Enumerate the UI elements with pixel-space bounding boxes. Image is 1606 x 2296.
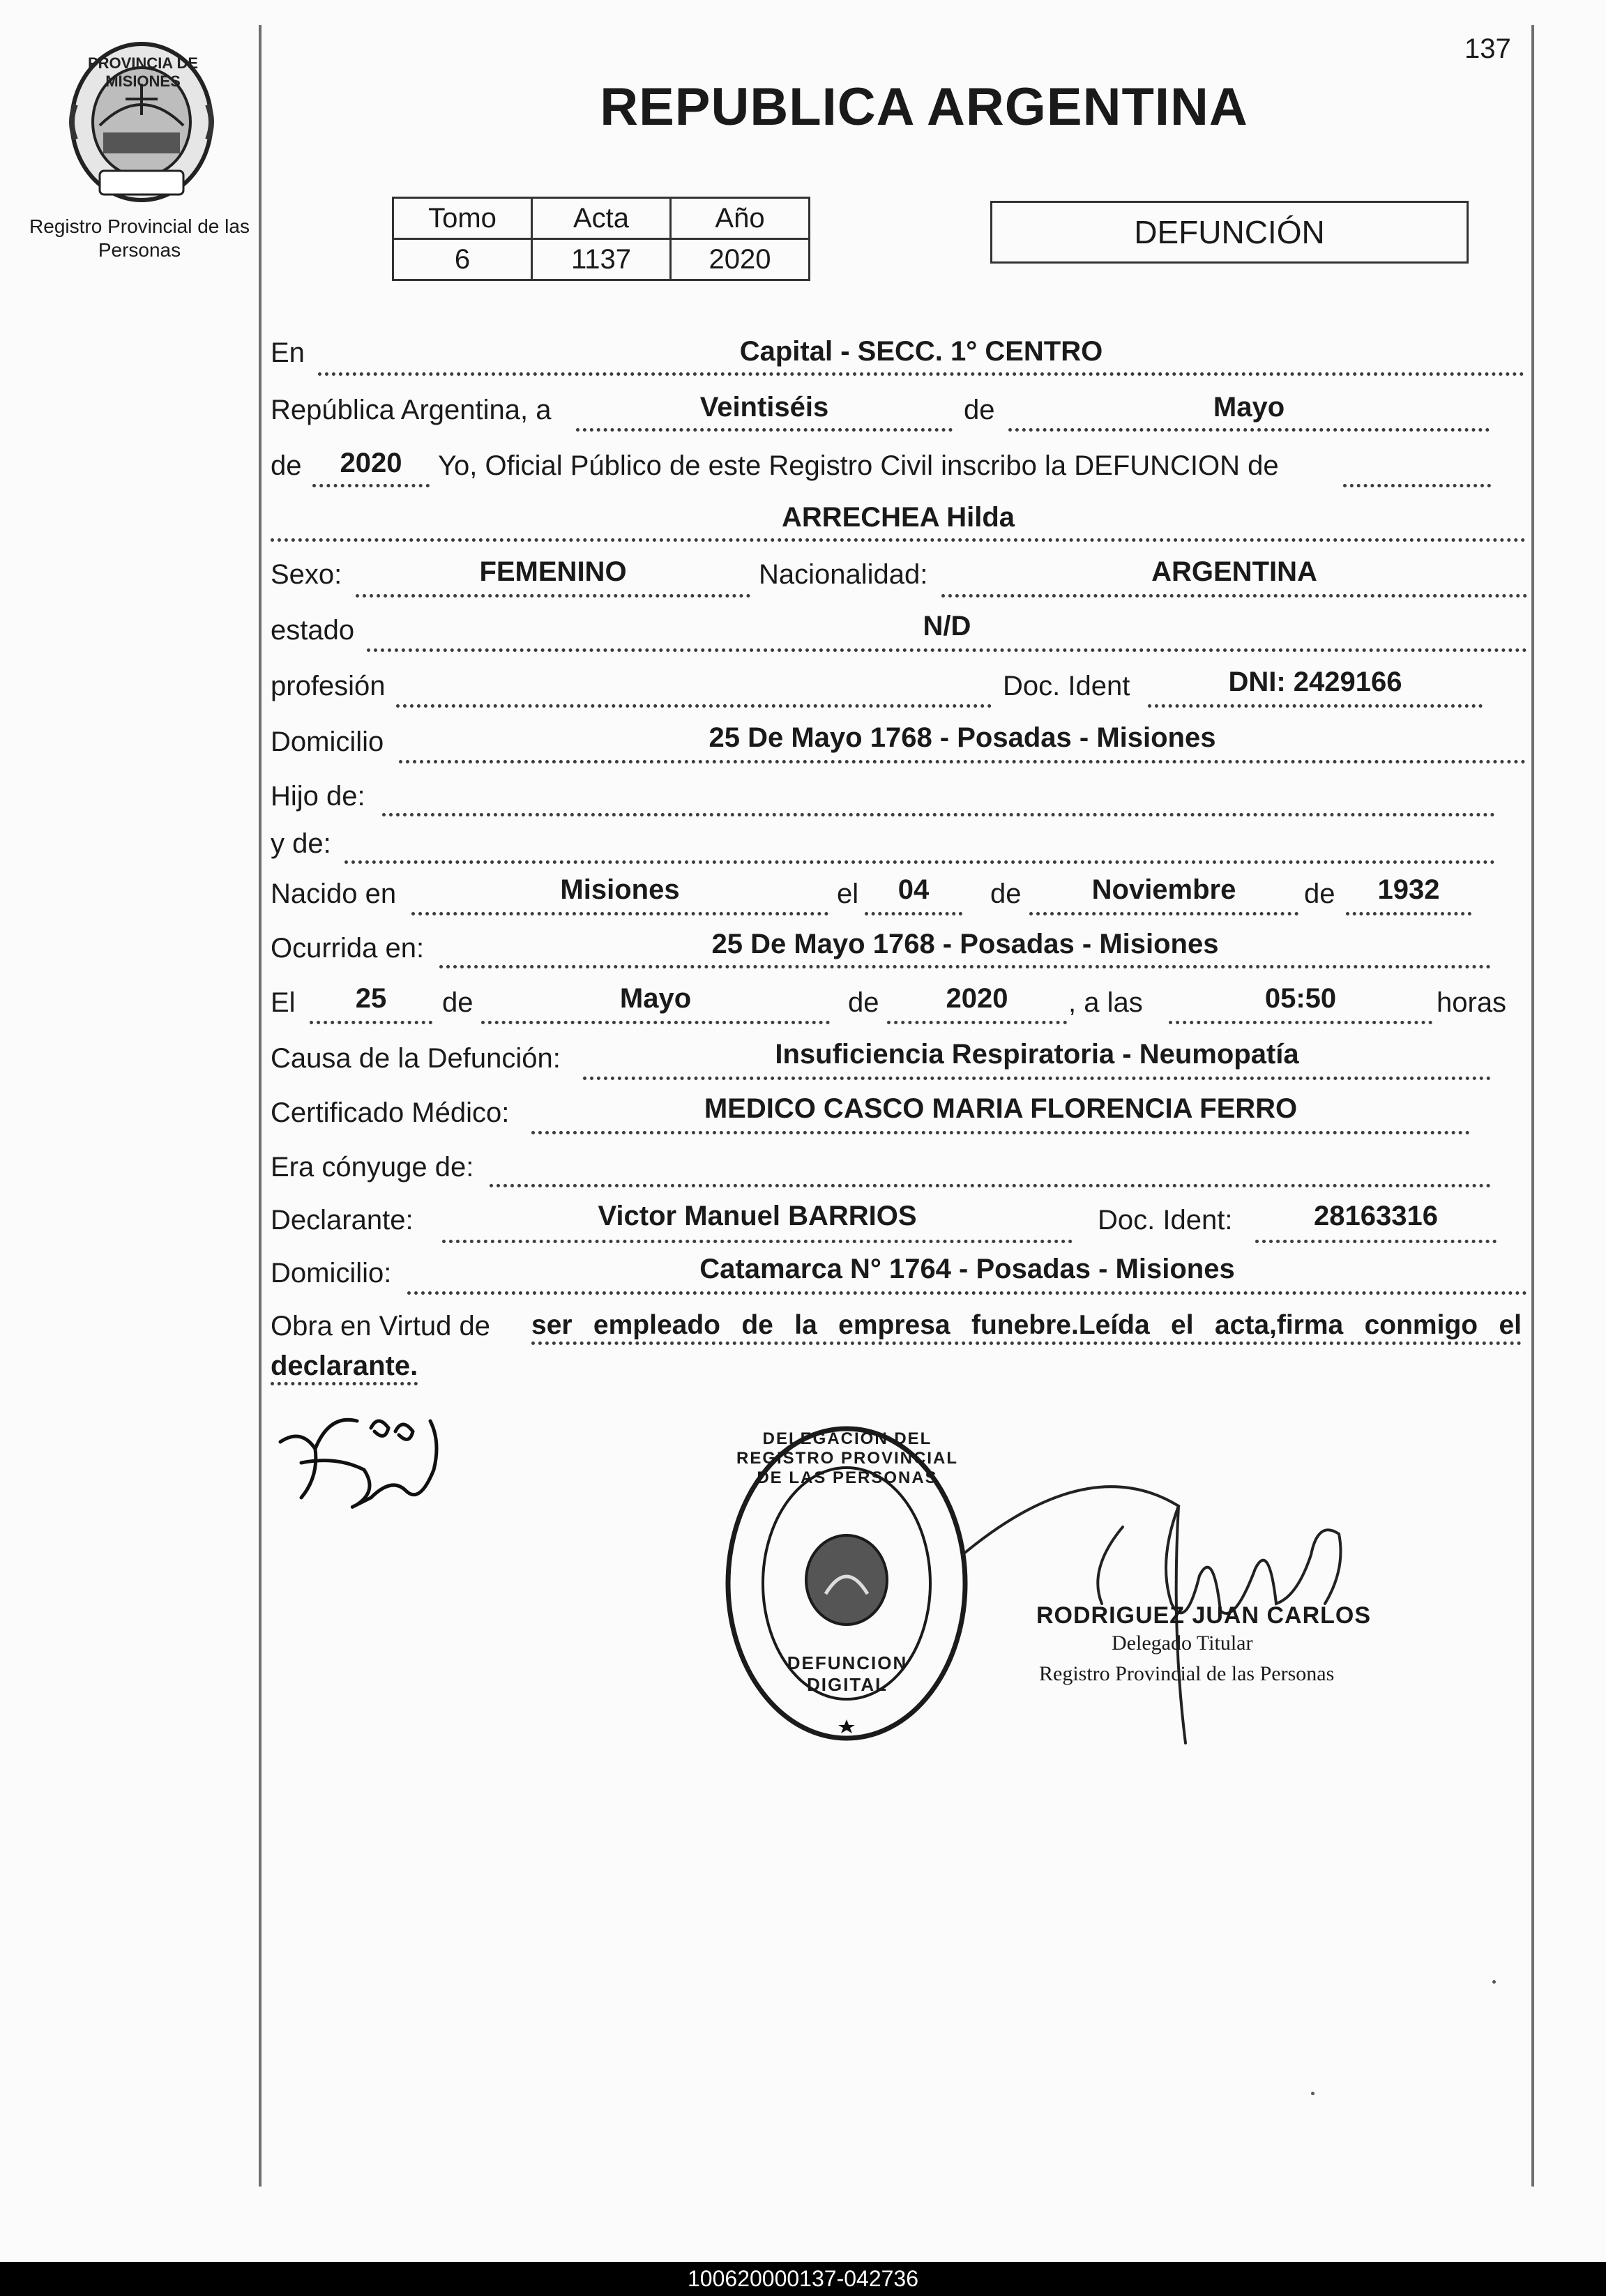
label-domicilio: Domicilio	[271, 727, 384, 757]
field-line	[439, 965, 1491, 968]
label-de-year: de	[271, 450, 302, 481]
field-line	[576, 428, 953, 432]
field-declarante-domicilio: Catamarca N° 1764 - Posadas - Misiones	[699, 1254, 1235, 1284]
field-line	[396, 704, 992, 708]
field-line	[1008, 428, 1490, 432]
field-line	[399, 760, 1526, 763]
label-en: En	[271, 337, 305, 368]
field-line	[941, 594, 1527, 598]
seal-text: PROVINCIA DE MISIONES	[87, 54, 199, 90]
field-declarante: Victor Manuel BARRIOS	[598, 1201, 917, 1231]
speck	[1311, 2092, 1315, 2095]
label-de-mes: de	[990, 879, 1022, 909]
label-doc-ident: Doc. Ident	[1003, 671, 1130, 701]
registry-name: Registro Provincial de las Personas	[29, 215, 250, 261]
field-certificado: MEDICO CASCO MARIA FLORENCIA FERRO	[704, 1093, 1298, 1124]
field-line	[318, 372, 1524, 376]
record-header-tomo: Tomo	[393, 198, 532, 239]
label-profesion: profesión	[271, 671, 386, 701]
speck	[1492, 1980, 1496, 1984]
officer-title: Delegado Titular	[1112, 1632, 1253, 1655]
record-type-box: DEFUNCIÓN	[990, 201, 1469, 264]
field-line	[531, 1131, 1470, 1134]
field-line	[271, 538, 1526, 542]
field-line	[382, 813, 1495, 816]
label-causa: Causa de la Defunción:	[271, 1043, 561, 1074]
declarant-signature	[273, 1400, 448, 1519]
officer-org: Registro Provincial de las Personas	[1039, 1662, 1335, 1685]
label-obra: Obra en Virtud de	[271, 1311, 491, 1341]
field-doc-ident: DNI: 2429166	[1228, 667, 1402, 697]
field-declarante-doc: 28163316	[1314, 1201, 1438, 1231]
field-nacionalidad: ARGENTINA	[1151, 556, 1317, 587]
field-nombre: ARRECHEA Hilda	[781, 502, 1015, 533]
officer-name: RODRIGUEZ JUAN CARLOS	[1036, 1602, 1372, 1629]
record-table	[392, 197, 810, 281]
label-el: el	[837, 879, 859, 909]
field-lugar: Capital - SECC. 1° CENTRO	[739, 336, 1103, 367]
field-line	[442, 1240, 1073, 1243]
field-line	[1148, 704, 1483, 708]
field-line	[1343, 484, 1491, 487]
field-nacido-dia: 04	[897, 874, 930, 905]
field-line	[1169, 1021, 1432, 1024]
label-ocurrida-en: Ocurrida en:	[271, 933, 425, 964]
label-hijo-de: Hijo de:	[271, 781, 365, 812]
record-value-tomo: 6	[393, 239, 532, 280]
field-dia: Veintiséis	[699, 392, 829, 423]
field-anio: 2020	[340, 448, 402, 478]
field-line	[887, 1021, 1067, 1024]
label-nacionalidad: Nacionalidad:	[759, 559, 928, 590]
field-estado: N/D	[923, 611, 971, 641]
field-line	[481, 1021, 830, 1024]
field-domicilio: 25 De Mayo 1768 - Posadas - Misiones	[709, 722, 1216, 753]
field-def-hora: 05:50	[1264, 983, 1337, 1014]
field-mes: Mayo	[1213, 392, 1285, 423]
field-sexo: FEMENINO	[479, 556, 627, 587]
stamp-outer-text: DELEGACION DEL REGISTRO PROVINCIAL DE LAS PERSONAS	[736, 1429, 959, 1487]
label-domicilio-declarante: Domicilio:	[271, 1258, 392, 1288]
field-def-dia: 25	[355, 983, 387, 1014]
field-def-anio: 2020	[946, 983, 1008, 1014]
page-number: 137	[1464, 33, 1511, 64]
field-line	[356, 594, 750, 598]
label-horas: horas	[1437, 987, 1507, 1018]
footer-barcode-text: 100620000137-042736	[0, 2262, 1606, 2296]
field-line	[344, 860, 1495, 864]
label-de-def-mes: de	[442, 987, 474, 1018]
field-line	[490, 1184, 1491, 1187]
left-margin-rule	[259, 25, 262, 2187]
field-line	[865, 912, 962, 915]
field-line	[310, 1021, 432, 1024]
page-title: REPUBLICA ARGENTINA	[600, 77, 1248, 137]
field-line	[1346, 912, 1471, 915]
record-header-acta: Acta	[532, 198, 671, 239]
right-margin-rule	[1531, 25, 1534, 2187]
field-line	[407, 1291, 1527, 1295]
label-el-cap: El	[271, 987, 296, 1018]
label-conyuge: Era cónyuge de:	[271, 1152, 474, 1183]
field-line	[367, 648, 1527, 652]
field-line	[583, 1077, 1491, 1080]
label-y-de: y de:	[271, 828, 331, 859]
field-obra-line1: ser empleado de la empresa funebre.Leída el acta,firma conmigo el	[531, 1309, 1522, 1345]
label-sexo: Sexo:	[271, 559, 342, 590]
field-nacido-mes: Noviembre	[1091, 874, 1236, 905]
field-line	[1255, 1240, 1497, 1243]
label-de-anio: de	[1304, 879, 1335, 909]
field-line	[312, 484, 430, 487]
record-value-anio: 2020	[671, 239, 810, 280]
field-ocurrida-en: 25 De Mayo 1768 - Posadas - Misiones	[711, 929, 1219, 959]
record-value-acta: 1137	[532, 239, 671, 280]
field-obra-line2: declarante.	[271, 1350, 418, 1385]
label-doc-ident-declarante: Doc. Ident:	[1098, 1205, 1233, 1236]
label-declarante: Declarante:	[271, 1205, 414, 1236]
field-def-mes: Mayo	[619, 983, 692, 1014]
label-de: de	[964, 395, 995, 425]
label-nacido-en: Nacido en	[271, 879, 397, 909]
field-nacido-lugar: Misiones	[560, 874, 680, 905]
label-inscribo: Yo, Oficial Público de este Registro Civil inscribo la DEFUNCION de	[438, 450, 1279, 481]
field-line	[411, 912, 828, 915]
label-a-las: , a las	[1068, 987, 1143, 1018]
field-line	[1029, 912, 1298, 915]
label-republica: República Argentina, a	[271, 395, 552, 425]
field-causa: Insuficiencia Respiratoria - Neumopatía	[775, 1039, 1299, 1070]
label-de-def-anio: de	[848, 987, 879, 1018]
field-nacido-anio: 1932	[1377, 874, 1440, 905]
record-header-anio: Año	[671, 198, 810, 239]
label-estado: estado	[271, 615, 355, 646]
stamp-inner-text: DEFUNCION DIGITAL	[787, 1652, 908, 1695]
label-certificado: Certificado Médico:	[271, 1097, 510, 1128]
